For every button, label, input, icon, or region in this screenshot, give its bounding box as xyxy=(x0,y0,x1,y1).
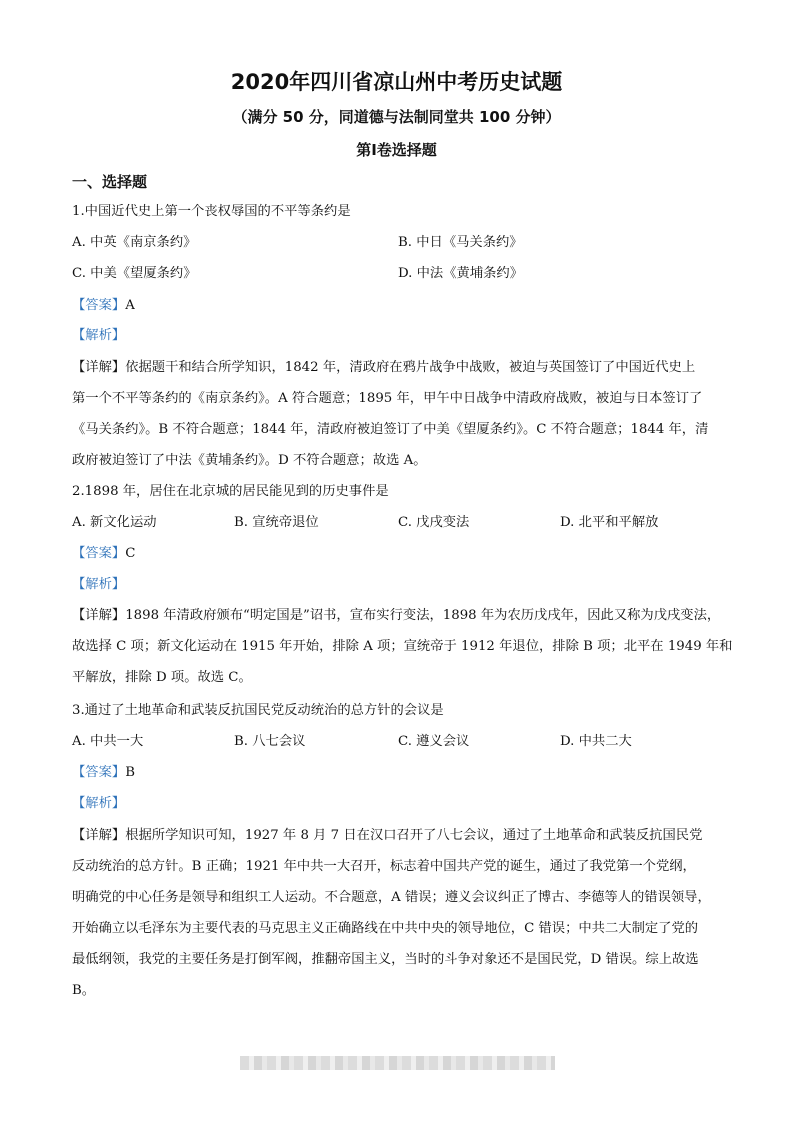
answer-value: B xyxy=(125,765,135,780)
question-option: C. 戊戌变法 xyxy=(398,515,470,530)
detail-line: B。 xyxy=(72,983,96,998)
detail-line: 明确党的中心任务是领导和组织工人运动。不合题意，A 错误；遵义会议纠正了博古、李德等人的错误领导， xyxy=(72,890,711,905)
detail-label: 【详解】 xyxy=(72,608,126,623)
detail-line: 开始确立以毛泽东为主要代表的马克思主义正确路线在中共中央的领导地位，C 错误；中共二大制定了党的 xyxy=(72,921,699,936)
answer-line xyxy=(72,762,722,784)
detail-line xyxy=(72,605,722,627)
detail-line: 最低纲领，我党的主要任务是打倒军阀，推翻帝国主义，当时的斗争对象还不是国民党，D 错误。综上故选 xyxy=(72,952,699,967)
detail-line: 故选择 C 项；新文化运动在 1915 年开始，排除 A 项；宣统帝于 1912 年退位，排除 B 项；北平在 1949 年和 xyxy=(72,639,733,654)
question-option: A. 中共一大 xyxy=(72,734,144,749)
question-option: D. 北平和平解放 xyxy=(560,515,659,530)
analysis-label: 【解析】 xyxy=(72,796,126,811)
detail-text: 依据题干和结合所学知识，1842 年，清政府在鸦片战争中战败，被迫与英国签订了中国近代史上 xyxy=(125,360,696,375)
detail-line: 平解放，排除 D 项。故选 C。 xyxy=(72,670,252,685)
analysis-label: 【解析】 xyxy=(72,577,126,592)
answer-value: C xyxy=(125,546,136,561)
part-heading: 第Ⅰ卷选择题 xyxy=(356,141,437,159)
question-stem: 2.1898 年，居住在北京城的居民能见到的历史事件是 xyxy=(72,484,389,499)
answer-label: 【答案】 xyxy=(72,298,126,313)
answer-line xyxy=(72,295,722,317)
detail-text: 根据所学知识可知，1927 年 8 月 7 日在汉口召开了八七会议，通过了土地革命和武装反抗国民党 xyxy=(125,828,703,843)
exam-subtitle: （满分 50 分，同道德与法制同堂共 100 分钟） xyxy=(232,108,561,126)
question-option: A. 新文化运动 xyxy=(72,515,157,530)
answer-label: 【答案】 xyxy=(72,765,126,780)
question-option: B. 八七会议 xyxy=(234,734,306,749)
question-option: D. 中共二大 xyxy=(560,734,632,749)
detail-line xyxy=(72,825,722,847)
detail-label: 【详解】 xyxy=(72,828,126,843)
question-option: B. 中日《马关条约》 xyxy=(398,235,523,250)
answer-label: 【答案】 xyxy=(72,546,126,561)
page-title: 2020年四川省凉山州中考历史试题 xyxy=(230,70,563,94)
question-stem: 3.通过了土地革命和武装反抗国民党反动统治的总方针的会议是 xyxy=(72,703,444,718)
analysis-label: 【解析】 xyxy=(72,328,126,343)
blurred-watermark xyxy=(240,1056,555,1070)
answer-line xyxy=(72,543,722,565)
section-heading: 一、选择题 xyxy=(72,173,148,191)
question-option: D. 中法《黄埔条约》 xyxy=(398,266,524,281)
question-option: B. 宣统帝退位 xyxy=(234,515,319,530)
detail-line: 反动统治的总方针。B 正确；1921 年中共一大召开，标志着中国共产党的诞生，通过了我党第一个党纲， xyxy=(72,859,696,874)
detail-line: 政府被迫签订了中法《黄埔条约》。D 不符合题意；故选 A。 xyxy=(72,453,427,468)
detail-line: 第一个不平等条约的《南京条约》。A 符合题意；1895 年，甲午中日战争中清政府战败，被迫与日本签订了 xyxy=(72,391,703,406)
question-option: C. 遵义会议 xyxy=(398,734,470,749)
detail-label: 【详解】 xyxy=(72,360,126,375)
answer-value: A xyxy=(125,298,135,313)
question-stem: 1.中国近代史上第一个丧权辱国的不平等条约是 xyxy=(72,204,351,219)
question-option: A. 中英《南京条约》 xyxy=(72,235,197,250)
detail-line: 《马关条约》。B 不符合题意；1844 年，清政府被迫签订了中美《望厦条约》。C 不符合题意；1844 年，清 xyxy=(72,422,709,437)
detail-line xyxy=(72,357,722,379)
question-option: C. 中美《望厦条约》 xyxy=(72,266,197,281)
detail-text: 1898 年清政府颁布“明定国是”诏书，宣布实行变法，1898 年为农历戊戌年，因此又称为戊戌变法， xyxy=(125,608,721,623)
